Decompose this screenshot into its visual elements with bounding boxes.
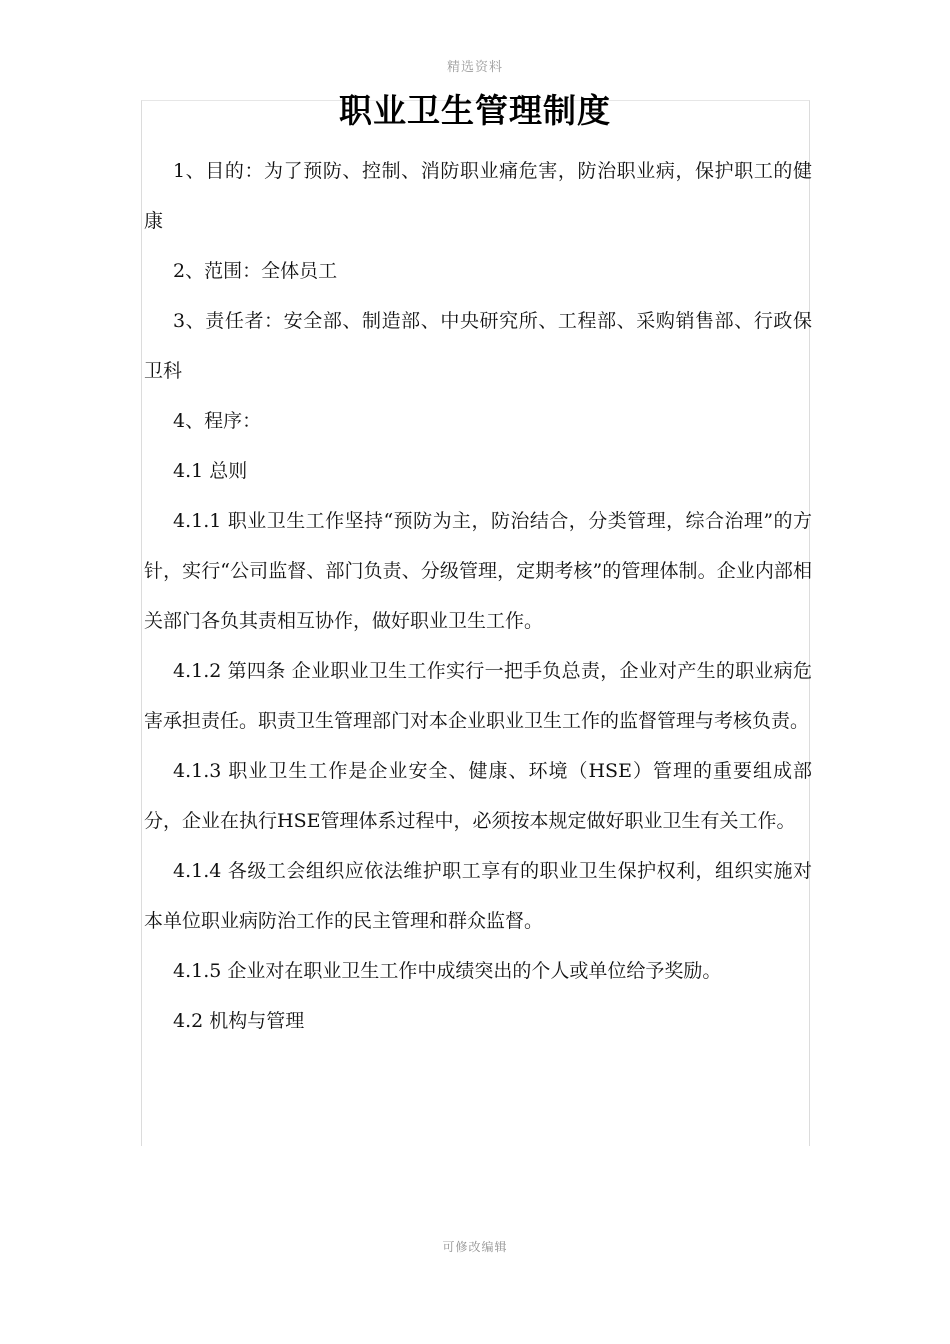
document-title: 职业卫生管理制度 (339, 91, 611, 130)
paragraph-purpose: 1、目的：为了预防、控制、消防职业痛危害，防治职业病，保护职工的健康 (144, 160, 812, 232)
paragraph-4-1-2: 4.1.2 第四条 企业职业卫生工作实行一把手负总责，企业对产生的职业病危害承担责任。职责卫生管理部门对本企业职业卫生工作的监督管理与考核负责。 (144, 660, 812, 732)
paragraph-responsible: 3、责任者：安全部、制造部、中央研究所、工程部、采购销售部、行政保卫科 (144, 310, 812, 382)
paragraph-4-1-1: 4.1.1 职业卫生工作坚持“预防为主，防治结合，分类管理，综合治理”的方针，实行“公司监督、部门负责、分级管理，定期考核”的管理体制。企业内部相关部门各负其责相互协作，做好职业卫生工作。 (144, 510, 812, 632)
paragraph-4-1-3: 4.1.3 职业卫生工作是企业安全、健康、环境（HSE）管理的重要组成部分，企业在执行HSE管理体系过程中，必须按本规定做好职业卫生有关工作。 (144, 760, 812, 832)
paragraph-scope: 2、范围：全体员工 (173, 260, 338, 282)
section-heading-organization: 4.2 机构与管理 (173, 1010, 305, 1032)
section-heading-general: 4.1 总则 (173, 460, 248, 482)
footer-watermark: 可修改编辑 (442, 1240, 508, 1254)
header-watermark: 精选资料 (446, 60, 503, 75)
paragraph-procedure: 4、程序： (173, 410, 262, 432)
document-body (144, 146, 812, 1046)
paragraph-4-1-5: 4.1.5 企业对在职业卫生工作中成绩突出的个人或单位给予奖励。 (173, 960, 722, 982)
paragraph-4-1-4: 4.1.4 各级工会组织应依法维护职工享有的职业卫生保护权利，组织实施对本单位职业病防治工作的民主管理和群众监督。 (144, 860, 812, 932)
